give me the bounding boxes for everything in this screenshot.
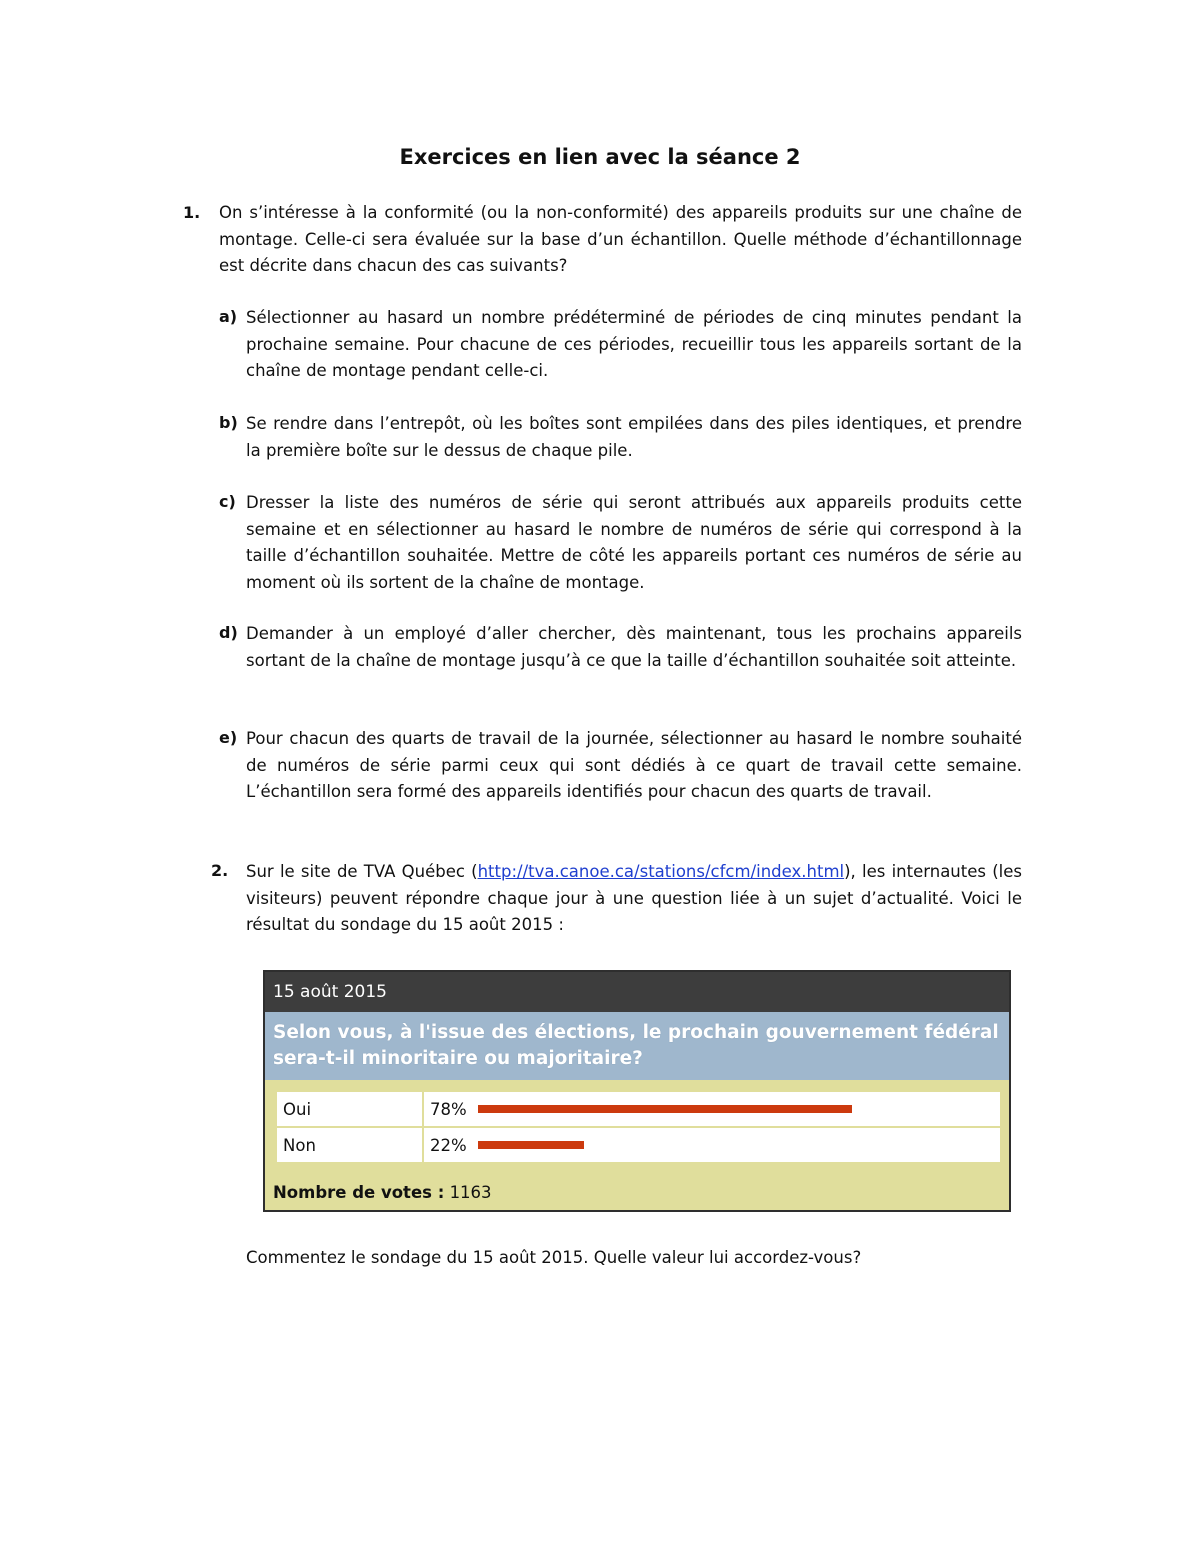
- poll-question: Selon vous, à l'issue des élections, le prochain gouvernement fédéral sera-t-il minoritaire ou majoritaire?: [265, 1012, 1009, 1080]
- poll-bar-oui: [478, 1105, 852, 1113]
- item-e-text: Pour chacun des quarts de travail de la journée, sélectionner au hasard le nombre souhaité de numéros de série parmi ceux qui sont dédiés à ce quart de travail cette semaine. L’échantillon sera formé des appareils identifiés pour chacun des quarts de travail.: [246, 729, 1022, 801]
- poll-result: [430, 1136, 994, 1155]
- item-b-letter: b): [219, 413, 238, 432]
- item-e-letter: e): [219, 728, 238, 747]
- poll-result-cell: [423, 1127, 1001, 1163]
- poll-widget: [263, 970, 1011, 1212]
- comment-question: Commentez le sondage du 15 août 2015. Quelle valeur lui accordez-vous?: [246, 1248, 862, 1267]
- poll-date: 15 août 2015: [265, 972, 1009, 1012]
- item-d-letter: d): [219, 623, 238, 642]
- question-2-text: [246, 859, 1022, 939]
- poll-option-label: Non: [276, 1127, 423, 1163]
- item-b-text: Se rendre dans l’entrepôt, où les boîtes sont empilées dans des piles identiques, et prendre la première boîte sur le dessus de chaque pile.: [246, 414, 1022, 460]
- poll-votes-label: Nombre de votes :: [273, 1183, 445, 1202]
- item-d-text: Demander à un employé d’aller chercher, dès maintenant, tous les prochains appareils sortant de la chaîne de montage jusqu’à ce que la taille d’échantillon souhaitée soit atteinte.: [246, 624, 1022, 670]
- tva-link[interactable]: http://tva.canoe.ca/stations/cfcm/index.html: [477, 862, 845, 881]
- item-c-text: Dresser la liste des numéros de série qui seront attribués aux appareils produits cette semaine et en sélectionner au hasard le nombre de numéros de série qui correspond à la taille d’échantillon souhaitée. Mettre de côté les appareils portant ces numéros de série au moment où ils sortent de la chaîne de montage.: [246, 493, 1022, 592]
- poll-row-oui: [276, 1091, 1001, 1127]
- item-c-letter: c): [219, 492, 236, 511]
- page-title: Exercices en lien avec la séance 2: [399, 145, 801, 169]
- question-1-number: 1.: [183, 203, 201, 222]
- poll-result-cell: [423, 1091, 1001, 1127]
- question-2-text-before: Sur le site de TVA Québec (: [246, 862, 478, 881]
- poll-percent: 78%: [430, 1099, 467, 1119]
- question-2-text-after: ), les internautes (les visiteurs) peuvent répondre chaque jour à une question liée à un sujet d’actualité. Voici le résultat du sondage du 15 août 2015 :: [246, 862, 1022, 934]
- poll-percent: 22%: [430, 1135, 467, 1155]
- poll-votes-value: 1163: [449, 1183, 492, 1202]
- question-1-intro: On s’intéresse à la conformité (ou la non-conformité) des appareils produits sur une chaîne de montage. Celle-ci sera évaluée sur la base d’un échantillon. Quelle méthode d’échantillonnage est décrite dans chacun des cas suivants?: [219, 203, 1022, 275]
- item-a-text: Sélectionner au hasard un nombre prédéterminé de périodes de cinq minutes pendant la prochaine semaine. Pour chacune de ces périodes, recueillir tous les appareils sortant de la chaîne de montage pendant celle-ci.: [246, 308, 1022, 380]
- poll-votes: [273, 1183, 492, 1202]
- poll-row-non: [276, 1127, 1001, 1163]
- question-2-number: 2.: [211, 861, 229, 880]
- poll-option-label: Oui: [276, 1091, 423, 1127]
- poll-bar-non: [478, 1141, 584, 1149]
- poll-results: [275, 1090, 1002, 1164]
- poll-result: [430, 1100, 994, 1119]
- item-a-letter: a): [219, 307, 238, 326]
